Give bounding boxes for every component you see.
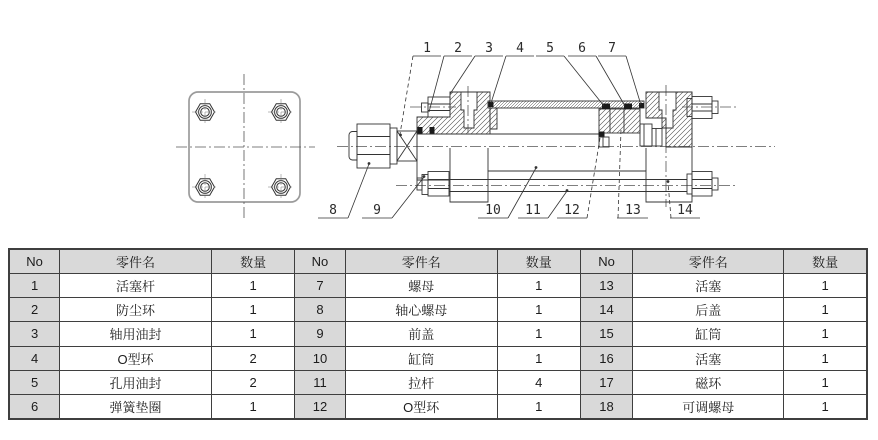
part-name-cell: 活塞	[633, 274, 784, 298]
svg-text:1: 1	[423, 41, 431, 56]
part-qty-cell: 1	[784, 370, 867, 394]
part-name-cell: 活塞	[633, 346, 784, 370]
part-name-cell: 缸筒	[345, 346, 497, 370]
part-no-cell: 15	[580, 322, 632, 346]
callout-7	[598, 41, 641, 105]
column-header-qty: 数量	[784, 249, 867, 274]
table-row	[9, 394, 867, 419]
table-row	[9, 370, 867, 394]
part-no-cell: 2	[9, 298, 60, 322]
part-qty-cell: 1	[211, 298, 294, 322]
callout-12	[557, 138, 600, 218]
magnet-ring	[599, 137, 609, 147]
part-name-cell: 后盖	[633, 298, 784, 322]
svg-text:7: 7	[608, 41, 616, 56]
svg-text:8: 8	[329, 203, 337, 218]
svg-text:10: 10	[485, 203, 501, 218]
part-name-cell: O型环	[345, 394, 497, 419]
front-gland-lip	[490, 108, 497, 129]
svg-text:11: 11	[525, 203, 541, 218]
part-qty-cell: 4	[497, 370, 580, 394]
shaft-oil-seal	[430, 127, 435, 134]
part-name-cell: 可调螺母	[633, 394, 784, 419]
cushion-spear	[640, 124, 652, 146]
rod-washer	[390, 128, 397, 164]
part-qty-cell: 1	[497, 346, 580, 370]
flange-bolt-top-right	[268, 99, 294, 125]
part-qty-cell: 1	[211, 322, 294, 346]
part-qty-cell: 1	[784, 274, 867, 298]
part-name-cell: 拉杆	[345, 370, 497, 394]
part-name-cell: 防尘环	[60, 298, 212, 322]
rod-end-nut-assembly	[349, 124, 417, 168]
part-no-cell: 4	[9, 346, 60, 370]
svg-text:4: 4	[516, 41, 524, 56]
flange-bolt-bottom-left	[192, 174, 218, 200]
piston-seal-right	[624, 104, 632, 110]
part-name-cell: 轴心螺母	[345, 298, 497, 322]
front-cover	[417, 92, 497, 134]
table-row	[9, 346, 867, 370]
axis-nut	[357, 124, 390, 168]
barrel-top-wall	[488, 101, 644, 108]
cylinder-section-view	[337, 85, 775, 207]
part-no-cell: 3	[9, 322, 60, 346]
svg-text:2: 2	[454, 41, 462, 56]
part-no-cell: 11	[295, 370, 346, 394]
part-name-cell: 活塞杆	[60, 274, 212, 298]
part-no-cell: 12	[295, 394, 346, 419]
part-no-cell: 6	[9, 394, 60, 419]
part-no-cell: 1	[9, 274, 60, 298]
table-row	[9, 274, 867, 298]
piston-seal-left	[602, 104, 610, 110]
part-qty-cell: 2	[211, 346, 294, 370]
callout-9	[362, 175, 425, 218]
column-header-no: No	[580, 249, 632, 274]
part-qty-cell: 1	[784, 394, 867, 419]
part-no-cell: 7	[295, 274, 346, 298]
column-header-qty: 数量	[497, 249, 580, 274]
callout-13	[617, 130, 648, 218]
column-header-no: No	[295, 249, 346, 274]
part-name-cell: 弹簧垫圈	[60, 394, 212, 419]
part-no-cell: 18	[580, 394, 632, 419]
rear-bottom-tie-rod-nut	[687, 172, 718, 197]
part-name-cell: 轴用油封	[60, 322, 212, 346]
part-qty-cell: 1	[497, 274, 580, 298]
part-qty-cell: 2	[211, 370, 294, 394]
dust-ring-seal	[418, 127, 423, 134]
part-qty-cell: 1	[784, 322, 867, 346]
svg-text:14: 14	[677, 203, 693, 218]
flange-bolt-top-left	[192, 99, 218, 125]
flange-bolt-bottom-right	[268, 174, 294, 200]
rear-top-tie-rod-nut	[687, 97, 718, 119]
rear-o-ring	[639, 103, 644, 108]
svg-text:9: 9	[373, 203, 381, 218]
part-qty-cell: 1	[784, 346, 867, 370]
part-no-cell: 10	[295, 346, 346, 370]
parts-table-body	[9, 249, 867, 419]
part-qty-cell: 1	[211, 274, 294, 298]
rod-end-cap	[349, 132, 357, 161]
callout-8	[318, 162, 370, 218]
rear-cover	[646, 92, 692, 147]
part-name-cell: 前盖	[345, 322, 497, 346]
part-name-cell: 磁环	[633, 370, 784, 394]
part-qty-cell: 1	[497, 394, 580, 419]
svg-text:3: 3	[485, 41, 493, 56]
part-no-cell: 16	[580, 346, 632, 370]
part-qty-cell: 1	[497, 298, 580, 322]
header-row	[9, 249, 867, 274]
part-qty-cell: 1	[497, 322, 580, 346]
svg-text:12: 12	[564, 203, 580, 218]
part-qty-cell: 1	[784, 298, 867, 322]
part-name-cell: 孔用油封	[60, 370, 212, 394]
front-bottom-tie-rod-nut	[417, 172, 449, 197]
flange-front-view	[176, 74, 315, 220]
column-header-no: No	[9, 249, 60, 274]
callout-5	[536, 41, 604, 106]
parts-table-wrap	[8, 248, 868, 420]
part-no-cell: 8	[295, 298, 346, 322]
svg-text:13: 13	[625, 203, 641, 218]
column-header-name: 零件名	[633, 249, 784, 274]
callout-11	[518, 189, 568, 218]
part-no-cell: 5	[9, 370, 60, 394]
part-no-cell: 17	[580, 370, 632, 394]
part-name-cell: 缸筒	[633, 322, 784, 346]
table-row	[9, 322, 867, 346]
column-header-name: 零件名	[345, 249, 497, 274]
part-qty-cell: 1	[211, 394, 294, 419]
parts-table	[8, 248, 868, 420]
column-header-name: 零件名	[60, 249, 212, 274]
part-no-cell: 14	[580, 298, 632, 322]
part-no-cell: 13	[580, 274, 632, 298]
svg-text:5: 5	[546, 41, 554, 56]
svg-text:6: 6	[578, 41, 586, 56]
piston-retaining-nut	[652, 129, 662, 147]
part-name-cell: 螺母	[345, 274, 497, 298]
table-row	[9, 298, 867, 322]
callout-4	[491, 41, 534, 103]
part-name-cell: O型环	[60, 346, 212, 370]
column-header-qty: 数量	[211, 249, 294, 274]
part-no-cell: 9	[295, 322, 346, 346]
